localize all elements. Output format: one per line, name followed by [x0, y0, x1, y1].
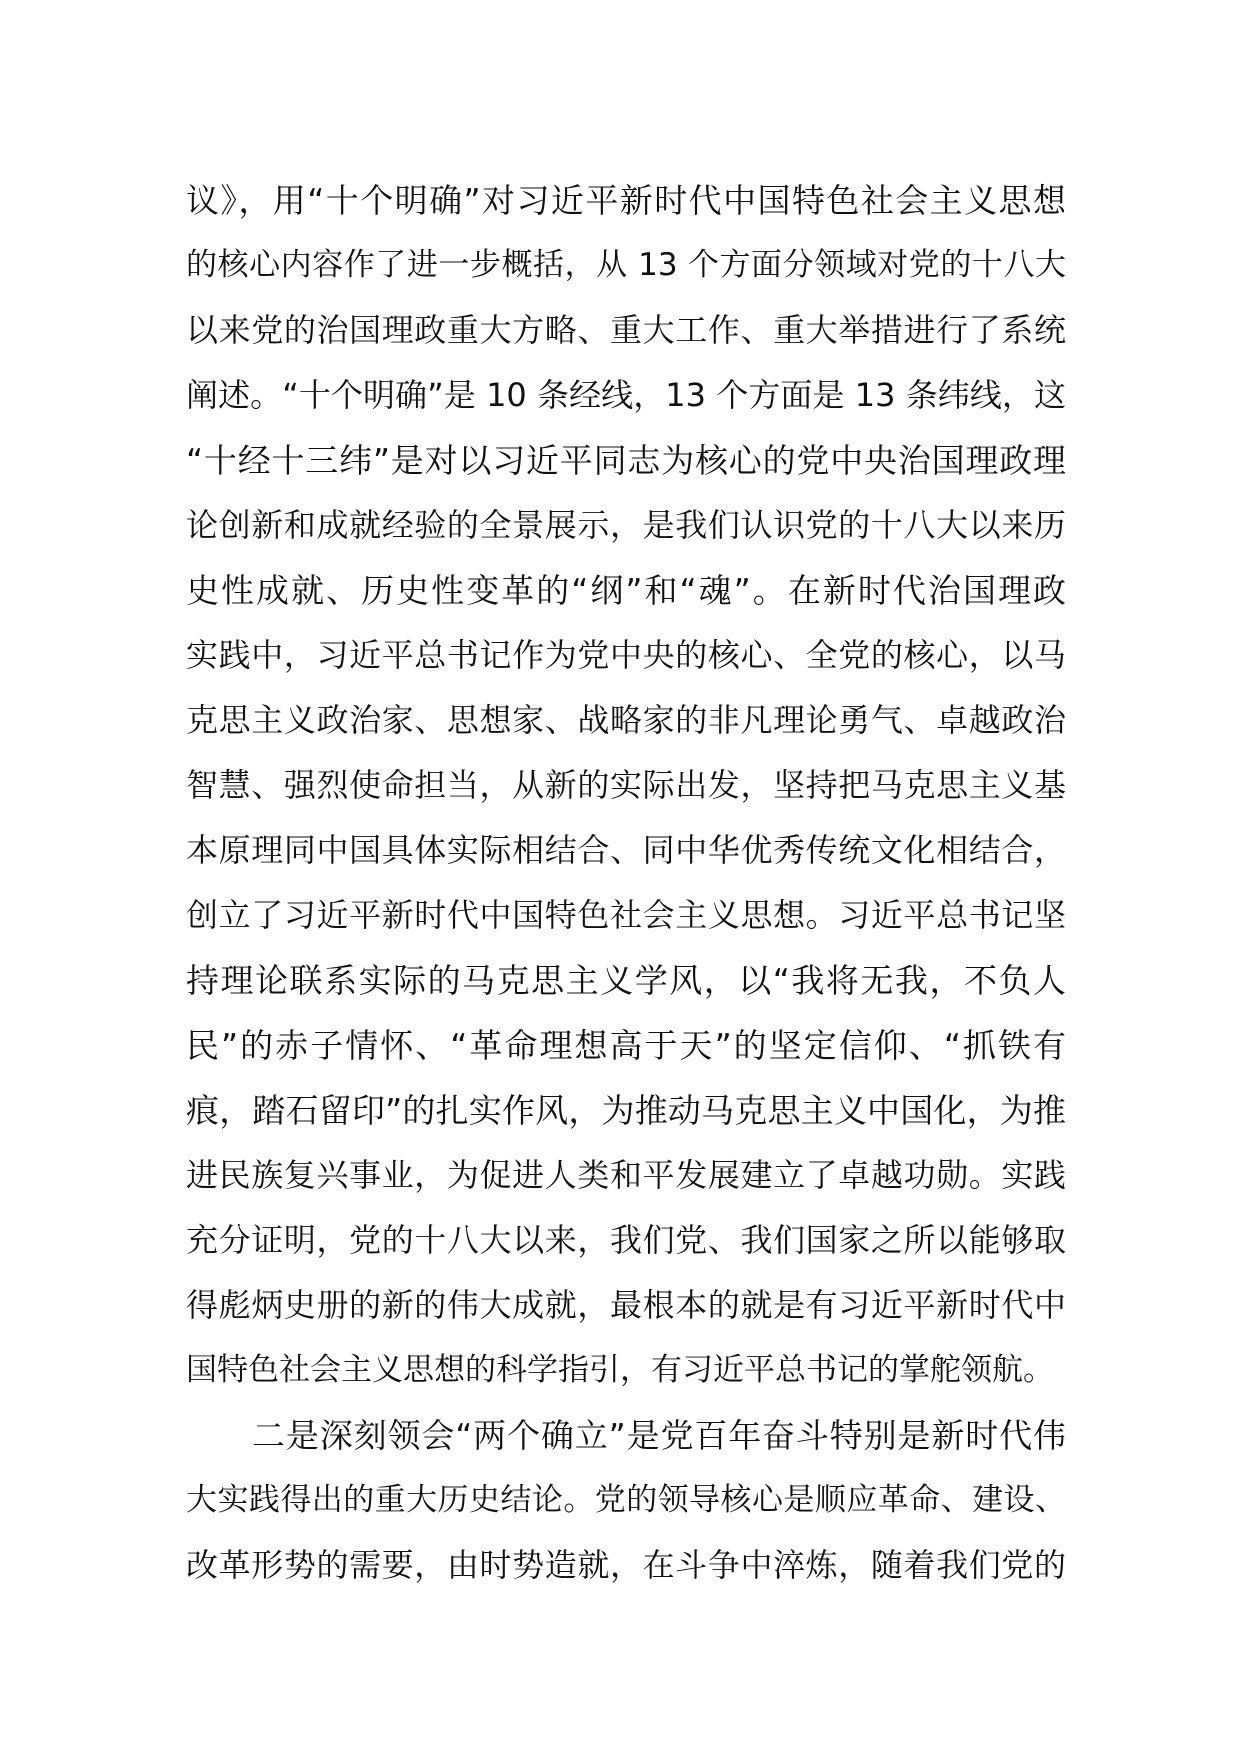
text-line: 克思主义政治家、思想家、战略家的非凡理论勇气、卓越政治: [186, 701, 1066, 739]
text-line: 实践中，习近平总书记作为党中央的核心、全党的核心，以马: [186, 636, 1066, 674]
text-line: 阐述。“十个明确”是 10 条经线，13 个方面是 13 条纬线，这: [186, 376, 1066, 414]
text-line: 论创新和成就经验的全景展示，是我们认识党的十八大以来历: [186, 506, 1066, 544]
text-line: 改革形势的需要，由时势造就，在斗争中淬炼，随着我们党的: [186, 1546, 1066, 1584]
text-line: 史性成就、历史性变革的“纲”和“魂”。在新时代治国理政: [186, 571, 1066, 610]
text-line: 大实践得出的重大历史结论。党的领导核心是顺应革命、建设、: [186, 1482, 1066, 1518]
text-line: 议》，用“十个明确”对习近平新时代中国特色社会主义思想: [186, 181, 1066, 220]
text-line: 持理论联系实际的马克思主义学风，以“我将无我，不负人: [186, 961, 1066, 1000]
text-line: 以来党的治国理政重大方略、重大工作、重大举措进行了系统: [186, 311, 1066, 349]
paragraph-end-line: 国特色社会主义思想的科学指引，有习近平总书记的掌舵领航。: [186, 1352, 1054, 1388]
text-line: 的核心内容作了进一步概括，从 13 个方面分领域对党的十八大: [186, 247, 1066, 283]
text-line: 创立了习近平新时代中国特色社会主义思想。习近平总书记坚: [186, 896, 1066, 934]
text-line: 进民族复兴事业，为促进人类和平发展建立了卓越功勋。实践: [186, 1156, 1066, 1194]
text-line: 本原理同中国具体实际相结合、同中华优秀传统文化相结合，: [186, 831, 1066, 869]
body-text: [186, 168, 1066, 1598]
text-line: 智慧、强烈使命担当，从新的实际出发，坚持把马克思主义基: [186, 766, 1066, 804]
text-line: 痕，踏石留印”的扎实作风，为推动马克思主义中国化，为推: [186, 1091, 1066, 1130]
text-line: 充分证明，党的十八大以来，我们党、我们国家之所以能够取: [186, 1221, 1066, 1259]
text-line: 民”的赤子情怀、“革命理想高于天”的坚定信仰、“抓铁有: [186, 1026, 1066, 1065]
text-line: 得彪炳史册的新的伟大成就，最根本的就是有习近平新时代中: [186, 1286, 1066, 1324]
text-line: “十经十三纬”是对以习近平同志为核心的党中央治国理政理: [186, 441, 1066, 480]
paragraph-start-line: 二是深刻领会“两个确立”是党百年奋斗特别是新时代伟: [252, 1416, 1066, 1455]
